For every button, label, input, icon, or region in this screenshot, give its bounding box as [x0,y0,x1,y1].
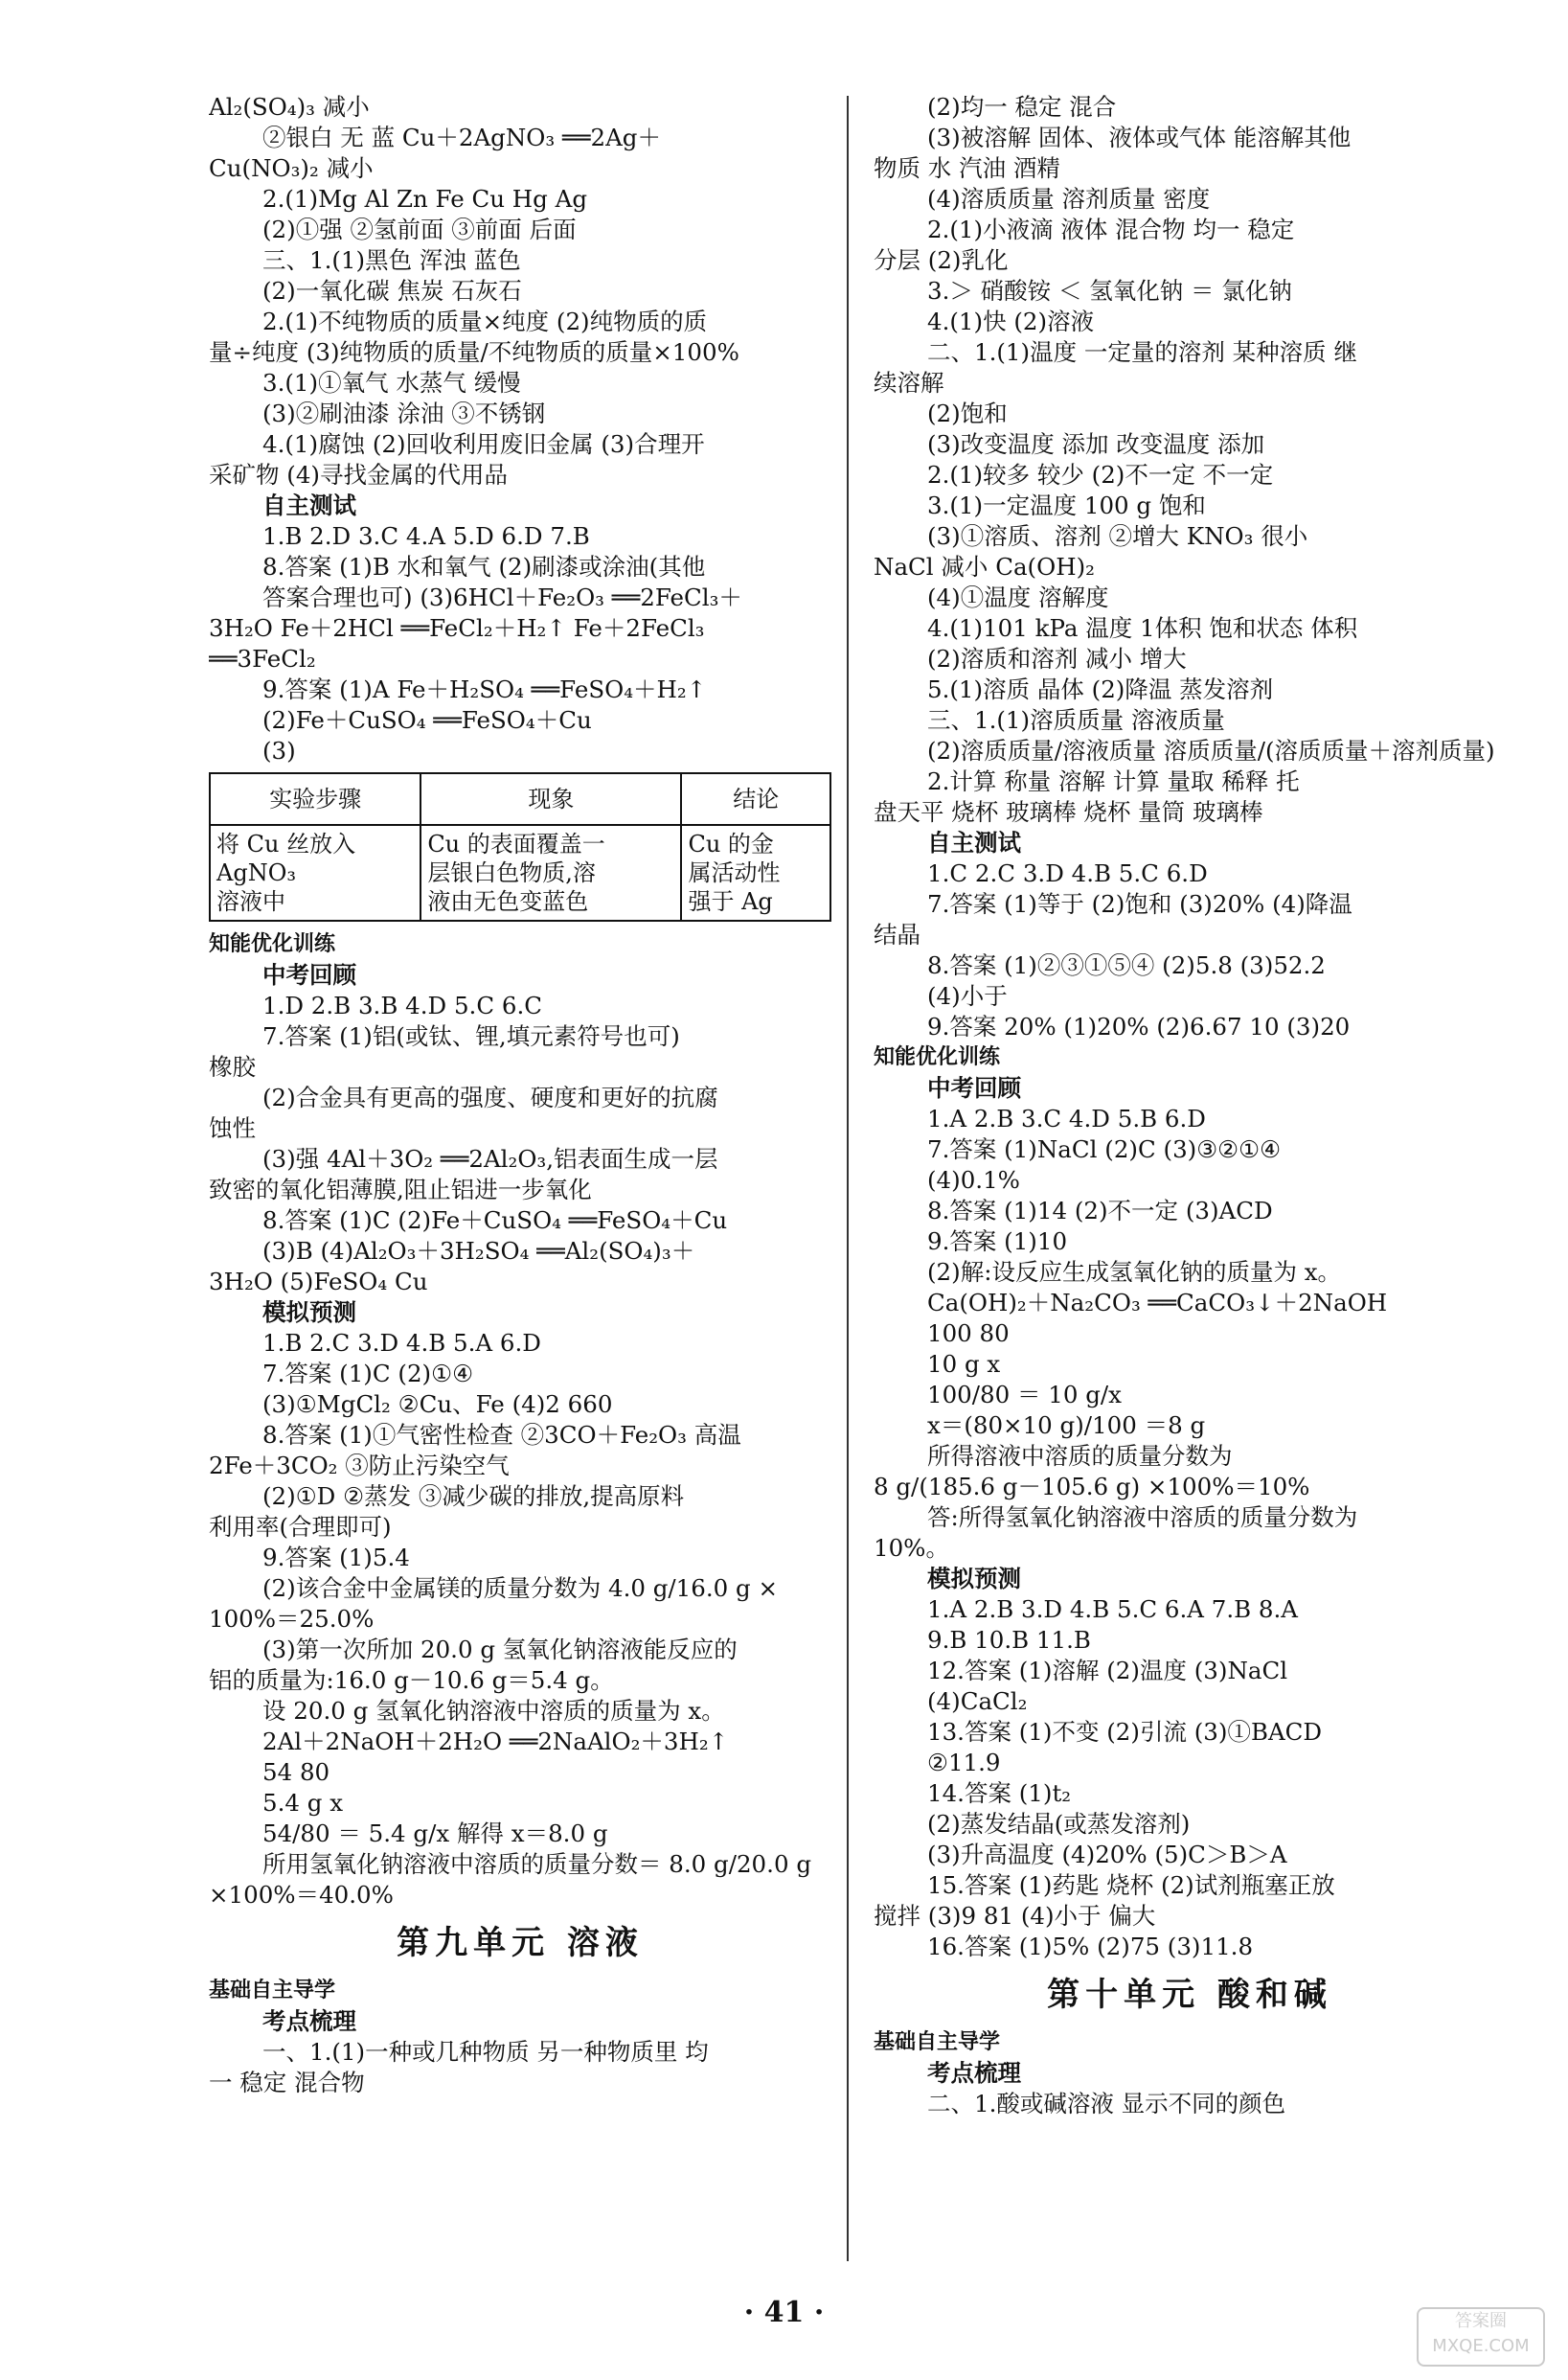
text-line: (3)①溶质、溶剂 ②增大 KNO₃ 很小 [927,522,1308,550]
text-line: 2.(1)较多 较少 (2)不一定 不一定 [927,461,1274,489]
text-line: 3.＞ 硝酸铵 ＜ 氢氧化钠 ＝ 氯化钠 [927,277,1292,305]
text-line: (2)蒸发结晶(或蒸发溶剂) [927,1810,1191,1838]
text-line: 9.B 10.B 11.B [927,1626,1091,1654]
experiment-table [209,772,831,922]
text-line: (4)0.1% [927,1166,1020,1194]
text-line: 一 稳定 混合物 [209,2069,365,2096]
text-line: (2)均一 稳定 混合 [927,93,1117,121]
text-line: 2.(1)Mg Al Zn Fe Cu Hg Ag [262,185,588,213]
right-block-2 [874,2027,1506,2119]
text-line: 3H₂O (5)FeSO₄ Cu [209,1268,428,1295]
text-line: 5.4 g x [262,1789,344,1817]
text-line: 12.答案 (1)溶解 (2)温度 (3)NaCl [927,1657,1288,1684]
text-line: (4)溶质质量 溶剂质量 密度 [927,185,1211,213]
section-heading: 自主测试 [927,829,1021,857]
text-line: (2)①强 ②氢前面 ③前面 后面 [262,216,577,243]
text-line: (3)②刷油漆 涂油 ③不锈钢 [262,400,546,427]
text-line: 搅拌 (3)9 81 (4)小于 偏大 [874,1902,1156,1930]
text-line: 盘天平 烧杯 玻璃棒 烧杯 量筒 玻璃棒 [874,798,1263,826]
text-line: 蚀性 [209,1114,256,1142]
text-line: 4.(1)101 kPa 温度 1体积 饱和状态 体积 [927,614,1358,642]
text-line: 54/80 ＝ 5.4 g/x 解得 x＝8.0 g [262,1819,608,1847]
text-line: 100 80 [927,1319,1010,1347]
text-line: 9.答案 (1)5.4 [262,1544,410,1571]
text-line: ②11.9 [927,1749,1001,1776]
text-line: 7.答案 (1)C (2)①④ [262,1360,474,1387]
table-header: 实验步骤 [210,773,420,825]
text-line: 2.(1)不纯物质的质量×纯度 (2)纯物质的质 [262,308,708,335]
section-heading: 模拟预测 [927,1565,1021,1592]
text-line: 答:所得氢氧化钠溶液中溶质的质量分数为 [927,1503,1358,1531]
text-line: (3) [262,737,296,765]
text-line: 7.答案 (1)NaCl (2)C (3)③②①④ [927,1135,1282,1163]
table-header: 现象 [420,773,681,825]
text-line: 采矿物 (4)寻找金属的代用品 [209,461,508,489]
text-line: Al₂(SO₄)₃ 减小 [209,93,370,121]
text-line: (2)饱和 [927,400,1008,427]
text-line: 4.(1)腐蚀 (2)回收利用废旧金属 (3)合理开 [262,430,705,458]
text-line: 54 80 [262,1758,330,1786]
section-heading: 考点梳理 [262,2007,356,2035]
watermark-logo: 答案圈 MXQE.COM [1417,2307,1545,2367]
text-line: 1.B 2.C 3.D 4.B 5.A 6.D [262,1329,541,1357]
section-heading: 考点梳理 [927,2059,1021,2087]
section-heading: 自主测试 [262,492,356,519]
text-line: (4)①温度 溶解度 [927,584,1109,611]
section-heading: 中考回顾 [262,961,356,989]
text-line: 所得溶液中溶质的质量分数为 [927,1442,1233,1470]
section-heading: 基础自主导学 [209,1979,336,2002]
text-line: (3)改变温度 添加 改变温度 添加 [927,430,1265,458]
text-line: 所用氢氧化钠溶液中溶质的质量分数＝ 8.0 g/20.0 g [262,1850,811,1878]
text-line: (2)溶质质量/溶液质量 溶质质量/(溶质质量＋溶剂质量) [927,737,1495,765]
text-line: 5.(1)溶质 晶体 (2)降温 蒸发溶剂 [927,675,1274,703]
text-line: 8.答案 (1)B 水和氧气 (2)刷漆或涂油(其他 [262,553,706,581]
text-line: 三、1.(1)黑色 浑浊 蓝色 [262,246,521,274]
text-line: 16.答案 (1)5% (2)75 (3)11.8 [927,1933,1254,1960]
page-number: · 41 · [743,2296,825,2329]
left-block-1 [209,92,831,767]
text-line: x＝(80×10 g)/100 ＝8 g [927,1411,1206,1439]
text-line: 8 g/(185.6 g－105.6 g) ×100%＝10% [874,1473,1310,1500]
section-heading: 知能优化训练 [209,932,336,956]
text-line: 8.答案 (1)①气密性检查 ②3CO＋Fe₂O₃ 高温 [262,1421,741,1449]
section-heading: 模拟预测 [262,1298,356,1326]
unit-title-10: 第十单元 酸和碱 [1047,1976,1332,2014]
text-line: (3)强 4Al＋3O₂ ══2Al₂O₃,铝表面生成一层 [262,1145,718,1173]
right-block-1 [874,92,1506,1962]
text-line: (2)合金具有更高的强度、硬度和更好的抗腐 [262,1084,718,1111]
text-line: 15.答案 (1)药匙 烧杯 (2)试剂瓶塞正放 [927,1871,1335,1899]
text-line: (4)小于 [927,982,1008,1010]
text-line: (2)该合金中金属镁的质量分数为 4.0 g/16.0 g × [262,1574,779,1602]
text-line: (3)第一次所加 20.0 g 氢氧化钠溶液能反应的 [262,1636,738,1663]
text-line: Ca(OH)₂＋Na₂CO₃ ══CaCO₃↓＋2NaOH [927,1289,1388,1316]
left-block-3 [209,1976,831,2098]
text-line: 9.答案 (1)A Fe＋H₂SO₄ ══FeSO₄＋H₂↑ [262,675,707,703]
text-line: 7.答案 (1)铝(或钛、锂,填元素符号也可) [262,1022,680,1050]
text-line: 1.D 2.B 3.B 4.D 5.C 6.C [262,992,542,1019]
text-line: 利用率(合理即可) [209,1513,392,1541]
column-divider [847,96,849,2261]
text-line: 设 20.0 g 氢氧化钠溶液中溶质的质量为 x。 [262,1697,725,1725]
text-line: 2Al＋2NaOH＋2H₂O ══2NaAlO₂＋3H₂↑ [262,1728,729,1755]
text-line: 8.答案 (1)②③①⑤④ (2)5.8 (3)52.2 [927,951,1326,979]
text-line: 13.答案 (1)不变 (2)引流 (3)①BACD [927,1718,1323,1746]
table-header: 结论 [681,773,830,825]
left-block-2 [209,929,831,1911]
text-line: (2)Fe＋CuSO₄ ══FeSO₄＋Cu [262,706,592,734]
text-line: ②银白 无 蓝 Cu＋2AgNO₃ ══2Ag＋ [262,124,661,151]
text-line: 1.A 2.B 3.D 4.B 5.C 6.A 7.B 8.A [927,1595,1298,1623]
text-line: Cu(NO₃)₂ 减小 [209,154,374,182]
text-line: 100/80 ＝ 10 g/x [927,1381,1122,1408]
text-line: NaCl 减小 Ca(OH)₂ [874,553,1095,581]
text-line: (3)①MgCl₂ ②Cu、Fe (4)2 660 [262,1390,613,1418]
text-line: 10%。 [874,1534,949,1562]
table-cell: 将 Cu 丝放入 AgNO₃ 溶液中 [210,825,420,921]
text-line: ══3FeCl₂ [209,645,316,673]
text-line: 二、1.(1)温度 一定量的溶剂 某种溶质 继 [927,338,1357,366]
text-line: 7.答案 (1)等于 (2)饱和 (3)20% (4)降温 [927,890,1352,918]
text-line: 2Fe＋3CO₂ ③防止污染空气 [209,1452,510,1479]
text-line: 8.答案 (1)C (2)Fe＋CuSO₄ ══FeSO₄＋Cu [262,1206,728,1234]
text-line: 2.计算 称量 溶解 计算 量取 稀释 托 [927,767,1300,795]
text-line: 1.A 2.B 3.C 4.D 5.B 6.D [927,1105,1206,1133]
section-heading: 基础自主导学 [874,2030,1001,2054]
text-line: (3)B (4)Al₂O₃＋3H₂SO₄ ══Al₂(SO₄)₃＋ [262,1237,695,1265]
text-line: 14.答案 (1)t₂ [927,1779,1072,1807]
text-line: 一、1.(1)一种或几种物质 另一种物质里 均 [262,2038,709,2066]
text-line: 9.答案 20% (1)20% (2)6.67 10 (3)20 [927,1013,1351,1041]
text-line: 铝的质量为:16.0 g－10.6 g＝5.4 g。 [209,1666,614,1694]
text-line: 3.(1)一定温度 100 g 饱和 [927,492,1206,519]
text-line: 二、1.酸或碱溶液 显示不同的颜色 [927,2090,1286,2117]
text-line: 3H₂O Fe＋2HCl ══FeCl₂＋H₂↑ Fe＋2FeCl₃ [209,614,705,642]
text-line: 致密的氧化铝薄膜,阻止铝进一步氧化 [209,1176,592,1203]
text-line: 物质 水 汽油 酒精 [874,154,1060,182]
text-line: 4.(1)快 (2)溶液 [927,308,1095,335]
text-line: (2)①D ②蒸发 ③减少碳的排放,提高原料 [262,1482,685,1510]
text-line: (3)被溶解 固体、液体或气体 能溶解其他 [927,124,1352,151]
text-line: 量÷纯度 (3)纯物质的质量/不纯物质的质量×100% [209,338,739,366]
text-line: 10 g x [927,1350,1001,1378]
text-line: (2)溶质和溶剂 减小 增大 [927,645,1187,673]
left-column [209,92,831,2098]
text-line: 3.(1)①氧气 水蒸气 缓慢 [262,369,521,397]
text-line: 1.C 2.C 3.D 4.B 5.C 6.D [927,859,1208,887]
text-line: ×100%＝40.0% [209,1881,394,1909]
text-line: 8.答案 (1)14 (2)不一定 (3)ACD [927,1197,1273,1224]
text-line: (4)CaCl₂ [927,1687,1028,1715]
unit-title-9: 第九单元 溶液 [397,1924,644,1962]
text-line: 结晶 [874,921,920,949]
text-line: 1.B 2.D 3.C 4.A 5.D 6.D 7.B [262,522,590,550]
section-heading: 中考回顾 [927,1074,1021,1102]
table-cell: Cu 的金 属活动性 强于 Ag [681,825,830,921]
section-heading: 知能优化训练 [874,1045,1001,1069]
text-line: (2)解:设反应生成氢氧化钠的质量为 x。 [927,1258,1342,1286]
text-line: (2)一氧化碳 焦炭 石灰石 [262,277,522,305]
table-header-row [210,773,830,825]
text-line: 续溶解 [874,369,944,397]
text-line: 2.(1)小液滴 液体 混合物 均一 稳定 [927,216,1295,243]
text-line: (3)升高温度 (4)20% (5)C＞B＞A [927,1841,1287,1868]
text-line: 橡胶 [209,1053,256,1081]
table-cell: Cu 的表面覆盖一 层银白色物质,溶 液由无色变蓝色 [420,825,681,921]
text-line: 答案合理也可) (3)6HCl＋Fe₂O₃ ══2FeCl₃＋ [262,584,742,611]
text-line: 100%＝25.0% [209,1605,375,1633]
text-line: 分层 (2)乳化 [874,246,1009,274]
text-line: 9.答案 (1)10 [927,1227,1068,1255]
text-line: 三、1.(1)溶质质量 溶液质量 [927,706,1225,734]
table-row [210,825,830,921]
right-column [874,92,1506,2119]
